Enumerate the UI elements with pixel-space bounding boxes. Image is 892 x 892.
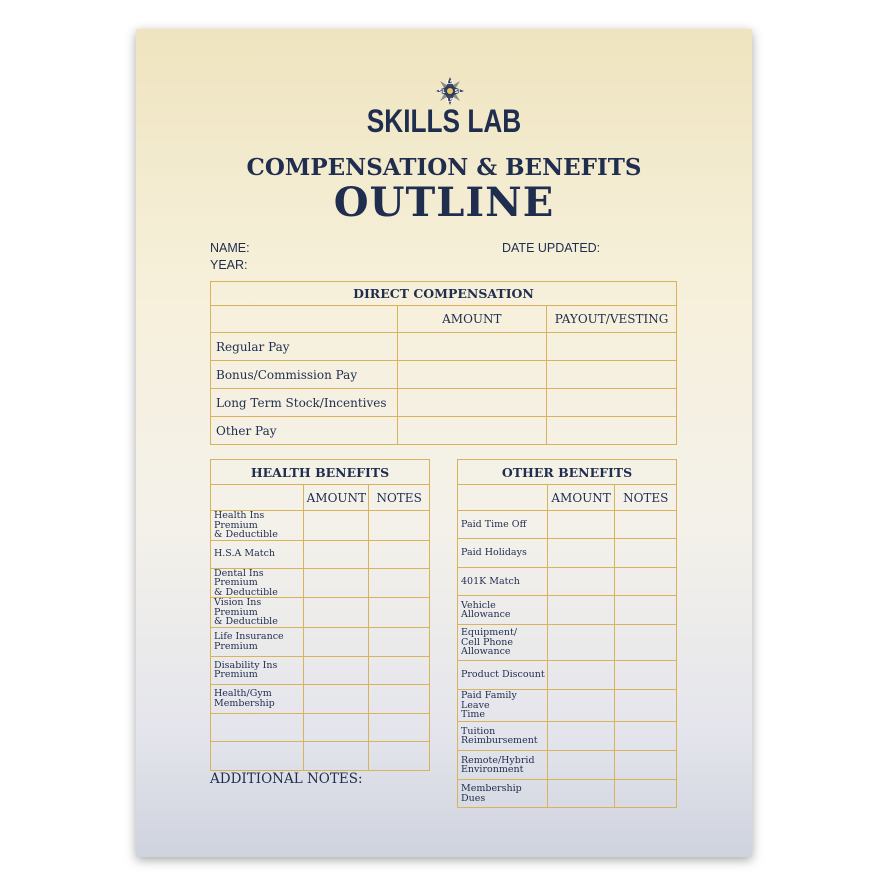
health-row-label: Disability Ins Premium bbox=[211, 656, 304, 684]
emblem-letters-left: SL bbox=[438, 89, 446, 95]
notes-cell[interactable] bbox=[369, 540, 430, 568]
additional-notes-label: ADDITIONAL NOTES: bbox=[210, 771, 363, 787]
direct-col-payout: PAYOUT/VESTING bbox=[547, 306, 677, 333]
health-row-label: Life Insurance Premium bbox=[211, 627, 304, 656]
direct-row-label: Regular Pay bbox=[211, 333, 398, 361]
notes-cell[interactable] bbox=[369, 684, 430, 713]
amount-cell[interactable] bbox=[547, 568, 615, 596]
amount-cell[interactable] bbox=[304, 598, 369, 628]
title-line-2: OUTLINE bbox=[333, 179, 555, 226]
brand-name: SKILLS LAB bbox=[366, 103, 522, 139]
amount-cell[interactable] bbox=[304, 627, 369, 656]
direct-row-label: Other Pay bbox=[211, 417, 398, 445]
emblem-letters-right: SL bbox=[454, 89, 462, 95]
notes-cell[interactable] bbox=[615, 661, 677, 690]
other-row-label: Vehicle Allowance bbox=[458, 596, 548, 625]
health-row-label: Health Ins Premium & Deductible bbox=[211, 511, 304, 541]
outline-sheet bbox=[136, 29, 752, 857]
amount-cell[interactable] bbox=[547, 625, 615, 661]
other-row-label: Paid Holidays bbox=[458, 539, 548, 568]
notes-cell[interactable] bbox=[369, 656, 430, 684]
notes-cell[interactable] bbox=[369, 598, 430, 628]
health-benefits-heading: HEALTH BENEFITS bbox=[211, 460, 430, 485]
amount-cell[interactable] bbox=[304, 656, 369, 684]
amount-cell[interactable] bbox=[304, 511, 369, 541]
notes-cell[interactable] bbox=[369, 627, 430, 656]
health-row-label: H.S.A Match bbox=[211, 540, 304, 568]
name-field-label: NAME: bbox=[210, 241, 250, 255]
notes-cell[interactable] bbox=[615, 596, 677, 625]
other-row-label: Membership Dues bbox=[458, 780, 548, 808]
payout-cell[interactable] bbox=[547, 389, 677, 417]
other-col-label bbox=[458, 485, 548, 511]
notes-cell[interactable] bbox=[615, 722, 677, 751]
health-row-label bbox=[211, 741, 304, 770]
direct-col-label bbox=[211, 306, 398, 333]
amount-cell[interactable] bbox=[304, 741, 369, 770]
amount-cell[interactable] bbox=[547, 511, 615, 539]
direct-compensation-heading: DIRECT COMPENSATION bbox=[211, 282, 677, 306]
payout-cell[interactable] bbox=[547, 417, 677, 445]
other-row-label: Product Discount bbox=[458, 661, 548, 690]
other-benefits-heading: OTHER BENEFITS bbox=[458, 460, 677, 485]
health-col-label bbox=[211, 485, 304, 511]
amount-cell[interactable] bbox=[547, 690, 615, 722]
other-row-label: Paid Time Off bbox=[458, 511, 548, 539]
amount-cell[interactable] bbox=[547, 780, 615, 808]
amount-cell[interactable] bbox=[304, 684, 369, 713]
amount-cell[interactable] bbox=[304, 713, 369, 741]
amount-cell[interactable] bbox=[547, 751, 615, 780]
notes-cell[interactable] bbox=[369, 713, 430, 741]
other-row-label: Tuition Reimbursement bbox=[458, 722, 548, 751]
health-row-label: Vision Ins Premium & Deductible bbox=[211, 598, 304, 628]
health-row-label bbox=[211, 713, 304, 741]
date-updated-field-label: DATE UPDATED: bbox=[502, 241, 601, 255]
notes-cell[interactable] bbox=[615, 751, 677, 780]
notes-cell[interactable] bbox=[369, 511, 430, 541]
amount-cell[interactable] bbox=[547, 722, 615, 751]
notes-cell[interactable] bbox=[615, 780, 677, 808]
other-benefits-table bbox=[457, 459, 677, 808]
other-row-label: Equipment/ Cell Phone Allowance bbox=[458, 625, 548, 661]
direct-col-amount: AMOUNT bbox=[397, 306, 546, 333]
amount-cell[interactable] bbox=[304, 568, 369, 598]
amount-cell[interactable] bbox=[547, 661, 615, 690]
health-row-label: Dental Ins Premium & Deductible bbox=[211, 568, 304, 598]
payout-cell[interactable] bbox=[547, 333, 677, 361]
other-row-label: Paid Family Leave Time bbox=[458, 690, 548, 722]
notes-cell[interactable] bbox=[615, 690, 677, 722]
other-row-label: 401K Match bbox=[458, 568, 548, 596]
notes-cell[interactable] bbox=[615, 511, 677, 539]
health-benefits-table bbox=[210, 459, 430, 771]
amount-cell[interactable] bbox=[547, 539, 615, 568]
amount-cell[interactable] bbox=[304, 540, 369, 568]
notes-cell[interactable] bbox=[369, 741, 430, 770]
amount-cell[interactable] bbox=[397, 333, 546, 361]
other-col-notes: NOTES bbox=[615, 485, 677, 511]
emblem-letters-bottom: LS bbox=[446, 98, 454, 104]
direct-row-label: Bonus/Commission Pay bbox=[211, 361, 398, 389]
health-row-label: Health/Gym Membership bbox=[211, 684, 304, 713]
payout-cell[interactable] bbox=[547, 361, 677, 389]
direct-compensation-table bbox=[210, 281, 677, 445]
notes-cell[interactable] bbox=[615, 568, 677, 596]
title-line-1: COMPENSATION & BENEFITS bbox=[246, 154, 642, 181]
amount-cell[interactable] bbox=[547, 596, 615, 625]
health-col-amount: AMOUNT bbox=[304, 485, 369, 511]
amount-cell[interactable] bbox=[397, 361, 546, 389]
skills-lab-emblem-icon bbox=[435, 76, 465, 106]
notes-cell[interactable] bbox=[615, 539, 677, 568]
year-field-label: YEAR: bbox=[210, 258, 248, 272]
emblem-letters-top: LS bbox=[446, 80, 454, 86]
notes-cell[interactable] bbox=[369, 568, 430, 598]
health-col-notes: NOTES bbox=[369, 485, 430, 511]
notes-cell[interactable] bbox=[615, 625, 677, 661]
amount-cell[interactable] bbox=[397, 417, 546, 445]
amount-cell[interactable] bbox=[397, 389, 546, 417]
other-row-label: Remote/Hybrid Environment bbox=[458, 751, 548, 780]
direct-row-label: Long Term Stock/Incentives bbox=[211, 389, 398, 417]
other-col-amount: AMOUNT bbox=[547, 485, 615, 511]
